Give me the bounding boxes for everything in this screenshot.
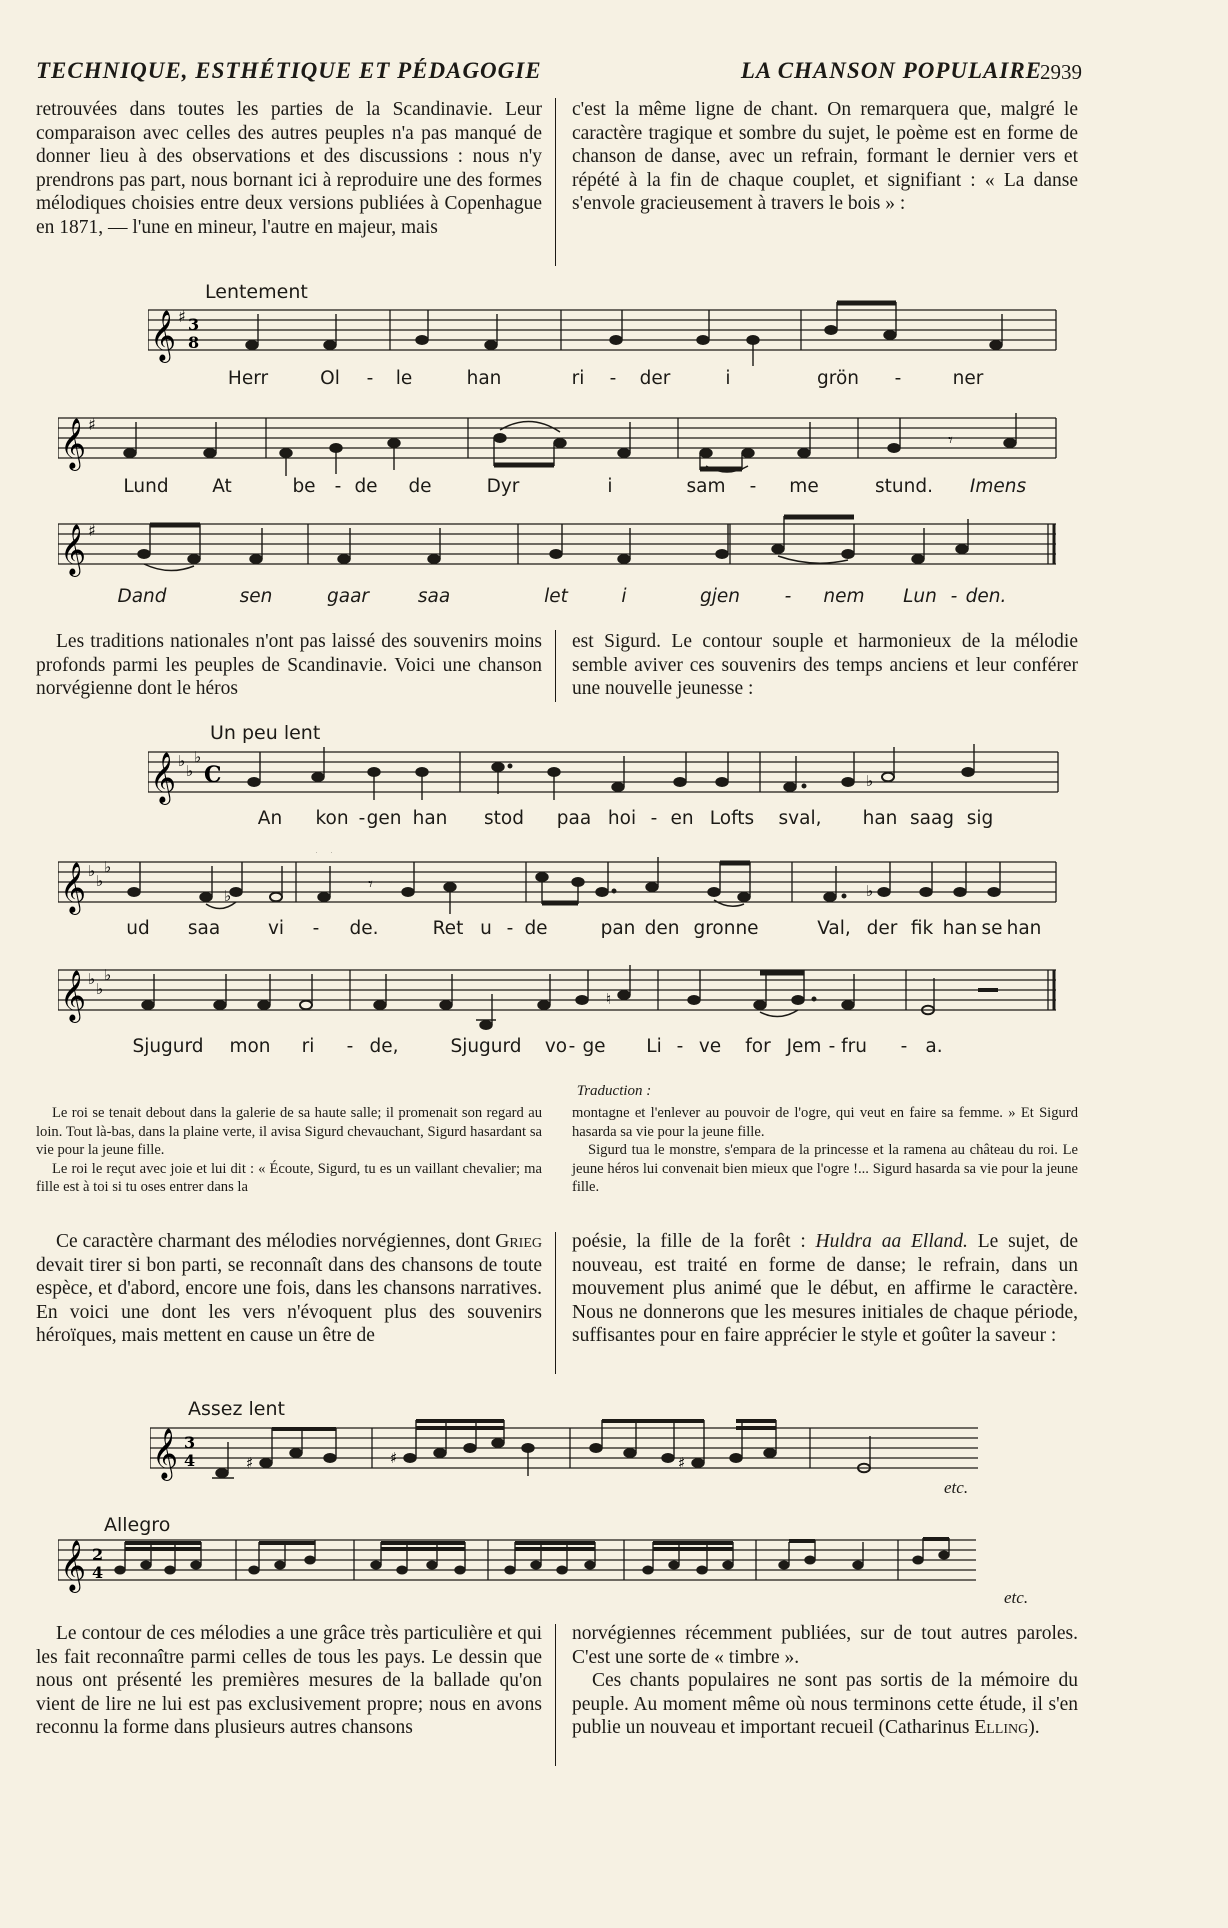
lyric-word: ge [582,1036,606,1057]
lyric-word: Lund [123,476,169,497]
lyric-word: der [866,918,898,939]
lyric-word: stod [484,808,524,829]
lyric-word: saa [187,918,221,939]
svg-text:♯: ♯ [678,1454,686,1472]
svg-text:𝄾: 𝄾 [948,430,953,451]
svg-text:𝄞: 𝄞 [60,862,87,913]
svg-text:♭: ♭ [194,748,202,766]
running-head-left: TECHNIQUE, ESTHÉTIQUE ET PÉDAGOGIE [36,58,542,83]
lyric-word: nem [823,586,865,607]
lyric-word: let [544,586,568,607]
lyric-word: sig [966,808,994,829]
block4-left-column: Le contour de ces mélodies a une grâce très particulière et qui les fait reconnaître parmi celles de tous les pays. Le dessin que nous ont présenté les premières mesures de la ballade qu'on vient de lire ne lui est pas exclusivement propre; nous en avons reconnu la forme dans plusieurs autres chansons [36,1623,542,1739]
lyric-word: vo [544,1036,568,1057]
lyric-word: hoi [607,808,637,829]
lyric-word: kon [315,808,349,829]
lyric-word: - [900,1036,908,1057]
song1-lyrics-3 [58,586,1058,610]
lyric-word: - [366,368,374,389]
lyric-word: - [650,808,658,829]
lyric-word: den [644,918,680,939]
song1-lyrics-1 [148,368,1058,392]
svg-text:♭: ♭ [866,772,874,790]
lyric-word: i [725,368,731,389]
lyric-word: - [784,586,792,607]
column-rule [555,1232,556,1374]
song3-tempo-1: Assez lent [188,1398,285,1420]
lyric-word: ri [571,368,585,389]
lyric-word: me [789,476,819,497]
svg-text:♭: ♭ [96,872,104,890]
lyric-word: en [670,808,694,829]
text-block-4 [36,1622,1078,1740]
block1-left-column: retrouvées dans toutes les parties de la Scandinavie. Leur comparaison avec celles des autres peuples n'a pas manqué de donner lieu à des observations et des discussions : nous n'y prendrons pas part, nous bornant ici à reproduire une des formes mélodiques choisies entre deux versions publiées à Copenhague en 1871, — l'une en mineur, l'autre en majeur, mais [36,99,542,238]
running-head [36,58,1082,92]
svg-text:𝄞: 𝄞 [60,524,87,575]
svg-text:𝄞: 𝄞 [150,752,177,803]
lyric-word: - [312,918,320,939]
lyric-word: gen [366,808,402,829]
svg-text:♮: ♮ [606,990,612,1008]
lyric-word: fru [841,1036,867,1057]
lyric-word: stund. [875,476,933,497]
song3-staff-2 [58,1530,978,1600]
translation-title: Traduction : [576,1083,652,1099]
lyric-word: Val, [817,918,851,939]
song-title: Huldra aa Elland. [815,1231,968,1252]
lyric-word: - [334,476,342,497]
lyric-word: Ret [432,918,464,939]
svg-text:♭: ♭ [96,980,104,998]
lyric-word: han [466,368,502,389]
lyric-word: Dyr [486,476,520,497]
running-head-right: LA CHANSON POPULAIRE [740,58,1042,83]
lyric-word: de. [349,918,379,939]
song2-lyrics-3 [58,1036,1058,1060]
lyric-word: i [621,586,627,607]
svg-text:♯: ♯ [88,521,96,540]
column-rule [555,630,556,702]
block4-right-column: norvégiennes récemment publiées, sur de tout autres paroles. C'est une sorte de « timbre ». Ces chants populaires ne sont pas sortis de la mémoire du peuple. Au moment même où nous terminons cette étude, il s'en publie un nouveau et important recueil (Catharinus Elling). [572,1623,1078,1739]
lyric-word: - [749,476,757,497]
svg-text:♭: ♭ [178,752,186,770]
lyric-word: - [346,1036,354,1057]
lyric-word: sval, [778,808,822,829]
lyric-word: Lofts [709,808,755,829]
svg-text:𝄞: 𝄞 [150,310,177,361]
svg-text:♭: ♭ [88,970,96,988]
lyric-word: - [676,1036,684,1057]
song2-lyrics-1 [148,808,1060,832]
svg-text:♭: ♭ [866,882,874,900]
lyric-word: den. [965,586,1007,607]
song1-tempo: Lentement [205,281,308,303]
song2-lyrics-2 [58,918,1058,942]
svg-text:3: 3 [188,315,200,334]
song3-tempo-2: Allegro [104,1514,171,1536]
lyric-word: gaar [326,586,370,607]
lyric-word: de [408,476,432,497]
lyric-word: saa [417,586,451,607]
lyric-word: han [862,808,898,829]
translation-block [36,1104,1078,1197]
song2-staff-1 [148,742,1060,812]
lyric-word: Lun [903,586,937,607]
lyric-refrain-word: Imens [969,476,1027,497]
lyric-word: Jem [786,1036,822,1057]
lyric-word: Herr [227,368,269,389]
lyric-word: han [942,918,978,939]
svg-text:♭: ♭ [104,858,112,876]
lyric-word: - [506,918,514,939]
lyric-word: ud [126,918,150,939]
svg-text:♯: ♯ [88,415,96,434]
lyric-word: Dand [117,586,167,607]
lyric-word: - [609,368,617,389]
svg-text:𝄞: 𝄞 [60,970,87,1021]
lyric-word: de, [369,1036,399,1057]
lyric-word: pan [600,918,636,939]
song1-staff-3 [58,514,1058,584]
svg-text:♯: ♯ [178,307,186,326]
svg-text:4: 4 [92,1563,104,1582]
svg-text:4: 4 [184,1451,196,1470]
song2-staff-3 [58,960,1058,1040]
block1-right-column: c'est la même ligne de chant. On remarquera que, malgré le caractère tragique et sombre du sujet, le poème est en forme de chanson de danse, avec un refrain, formant le dernier vers et répété à la fin de chaque couplet, et signifiant : « La danse s'envole gracieusement à travers le bois » : [572,99,1078,215]
svg-text:2: 2 [92,1545,104,1564]
svg-text:𝄞: 𝄞 [152,1428,179,1479]
svg-text:3: 3 [184,1433,196,1452]
lyric-word: Li [646,1036,662,1057]
lyric-word: de [354,476,378,497]
block3-right-column: poésie, la fille de la forêt : Huldra aa Elland. Le sujet, de nouveau, est traité en forme de danse; le refrain, dans un mouvement plus animé que le début, en affirme le caractère. Nous ne donnerons que les mesures initiales de chaque période, suffisantes pour en faire apprécier le style et goûter la saveur : [572,1231,1078,1347]
lyric-word: der [639,368,671,389]
lyric-word: Ol [320,368,340,389]
block3-left-column: Ce caractère charmant des mélodies norvégiennes, dont Grieg devait tirer si bon parti, se reconnaît dans des chansons de toute espèce, et d'abord, encore une fois, dans les chansons narratives. En voici une dont les vers n'évoquent plus des souvenirs héroïques, mais mettent en cause un être de [36,1231,542,1347]
lyric-word: a. [925,1036,943,1057]
translation-left-column: Le roi se tenait debout dans la galerie de sa haute salle; il promenait son regard au loin. Tout là-bas, dans la plaine verte, il avisa Sigurd chevauchant, Sigurd hasardant sa vie pour la jeune fille. Le roi le reçut avec joie et lui dit : « Écoute, Sigurd, tu es un vaillant chevalier; ma fille est à toi si tu oses entrer dans la [36,1105,542,1195]
lyric-word: Sjugurd [450,1036,522,1057]
lyric-word: - [828,1036,836,1057]
song2-staff-2 [58,852,1058,922]
lyric-word: - [950,586,958,607]
svg-text:♯: ♯ [390,1449,398,1467]
lyric-word: han [412,808,448,829]
svg-text:8: 8 [188,333,200,352]
song1-staff-2 [58,408,1058,478]
composer-name: Grieg [495,1231,542,1252]
svg-text:𝄞: 𝄞 [60,418,87,469]
svg-text:♭: ♭ [88,862,96,880]
lyric-word: sen [239,586,273,607]
lyric-word: u [480,918,492,939]
lyric-word: ner [952,368,984,389]
lyric-word: At [212,476,232,497]
lyric-word: paa [556,808,592,829]
lyric-word: An [257,808,283,829]
lyric-word: le [395,368,413,389]
lyric-word: gjen [700,586,740,607]
lyric-word: - [894,368,902,389]
text-block-3 [36,1230,1078,1348]
lyric-word: fik [910,918,934,939]
svg-text:♯: ♯ [246,1454,254,1472]
block2-right-column: est Sigurd. Le contour souple et harmonieux de la mélodie semble aviver ces souvenirs des temps anciens et leur conférer une nouvelle jeunesse : [572,631,1078,700]
svg-text:♭: ♭ [224,887,232,905]
lyric-word: gronne [693,918,759,939]
lyric-word: de [524,918,548,939]
song3-staff-1 [150,1418,980,1488]
lyric-word: saag [909,808,955,829]
page-number: 2939 [1040,60,1082,84]
lyric-word: vi [267,918,285,939]
svg-text:♭: ♭ [104,966,112,984]
song3-etc-2: etc. [1004,1588,1029,1607]
lyric-word: se [981,918,1003,939]
song1-lyrics-2 [58,476,1058,500]
lyric-word: - [568,1036,576,1057]
lyric-word: ve [698,1036,722,1057]
svg-text:𝄞: 𝄞 [60,1540,87,1591]
lyric-word: be [292,476,316,497]
svg-text:C: C [204,762,222,788]
lyric-word: sam [686,476,726,497]
lyric-word: for [745,1036,771,1057]
lyric-word: - [358,808,366,829]
song1-staff-1 [148,300,1058,370]
text-block-2 [36,630,1078,701]
column-rule [555,1624,556,1766]
text-block-1 [36,98,1078,240]
lyric-word: grön [817,368,859,389]
svg-text:𝄾: 𝄾 [368,874,373,895]
block2-left-column: Les traditions nationales n'ont pas laissé des souvenirs moins profonds parmi les peuples de Scandinavie. Voici une chanson norvégienne dont le héros [36,631,542,700]
lyric-word: mon [229,1036,271,1057]
song2-tempo: Un peu lent [210,722,321,744]
lyric-word: han [1006,918,1042,939]
lyric-word: i [607,476,613,497]
lyric-word: ri [301,1036,315,1057]
translation-right-column: montagne et l'enlever au pouvoir de l'ogre, qui veut en faire sa femme. » Et Sigurd hasarda sa vie pour la jeune fille. Sigurd tua le monstre, s'empara de la princesse et la ramena au château du roi. Le jeune héros lui convenait bien mieux que l'ogre !... Sigurd hasarda sa vie pour la jeune fille. [572,1105,1078,1195]
column-rule [555,98,556,266]
svg-text:♭: ♭ [186,762,194,780]
author-name: Elling [974,1717,1029,1739]
song3-etc-1: etc. [944,1478,969,1497]
lyric-word: Sjugurd [132,1036,204,1057]
